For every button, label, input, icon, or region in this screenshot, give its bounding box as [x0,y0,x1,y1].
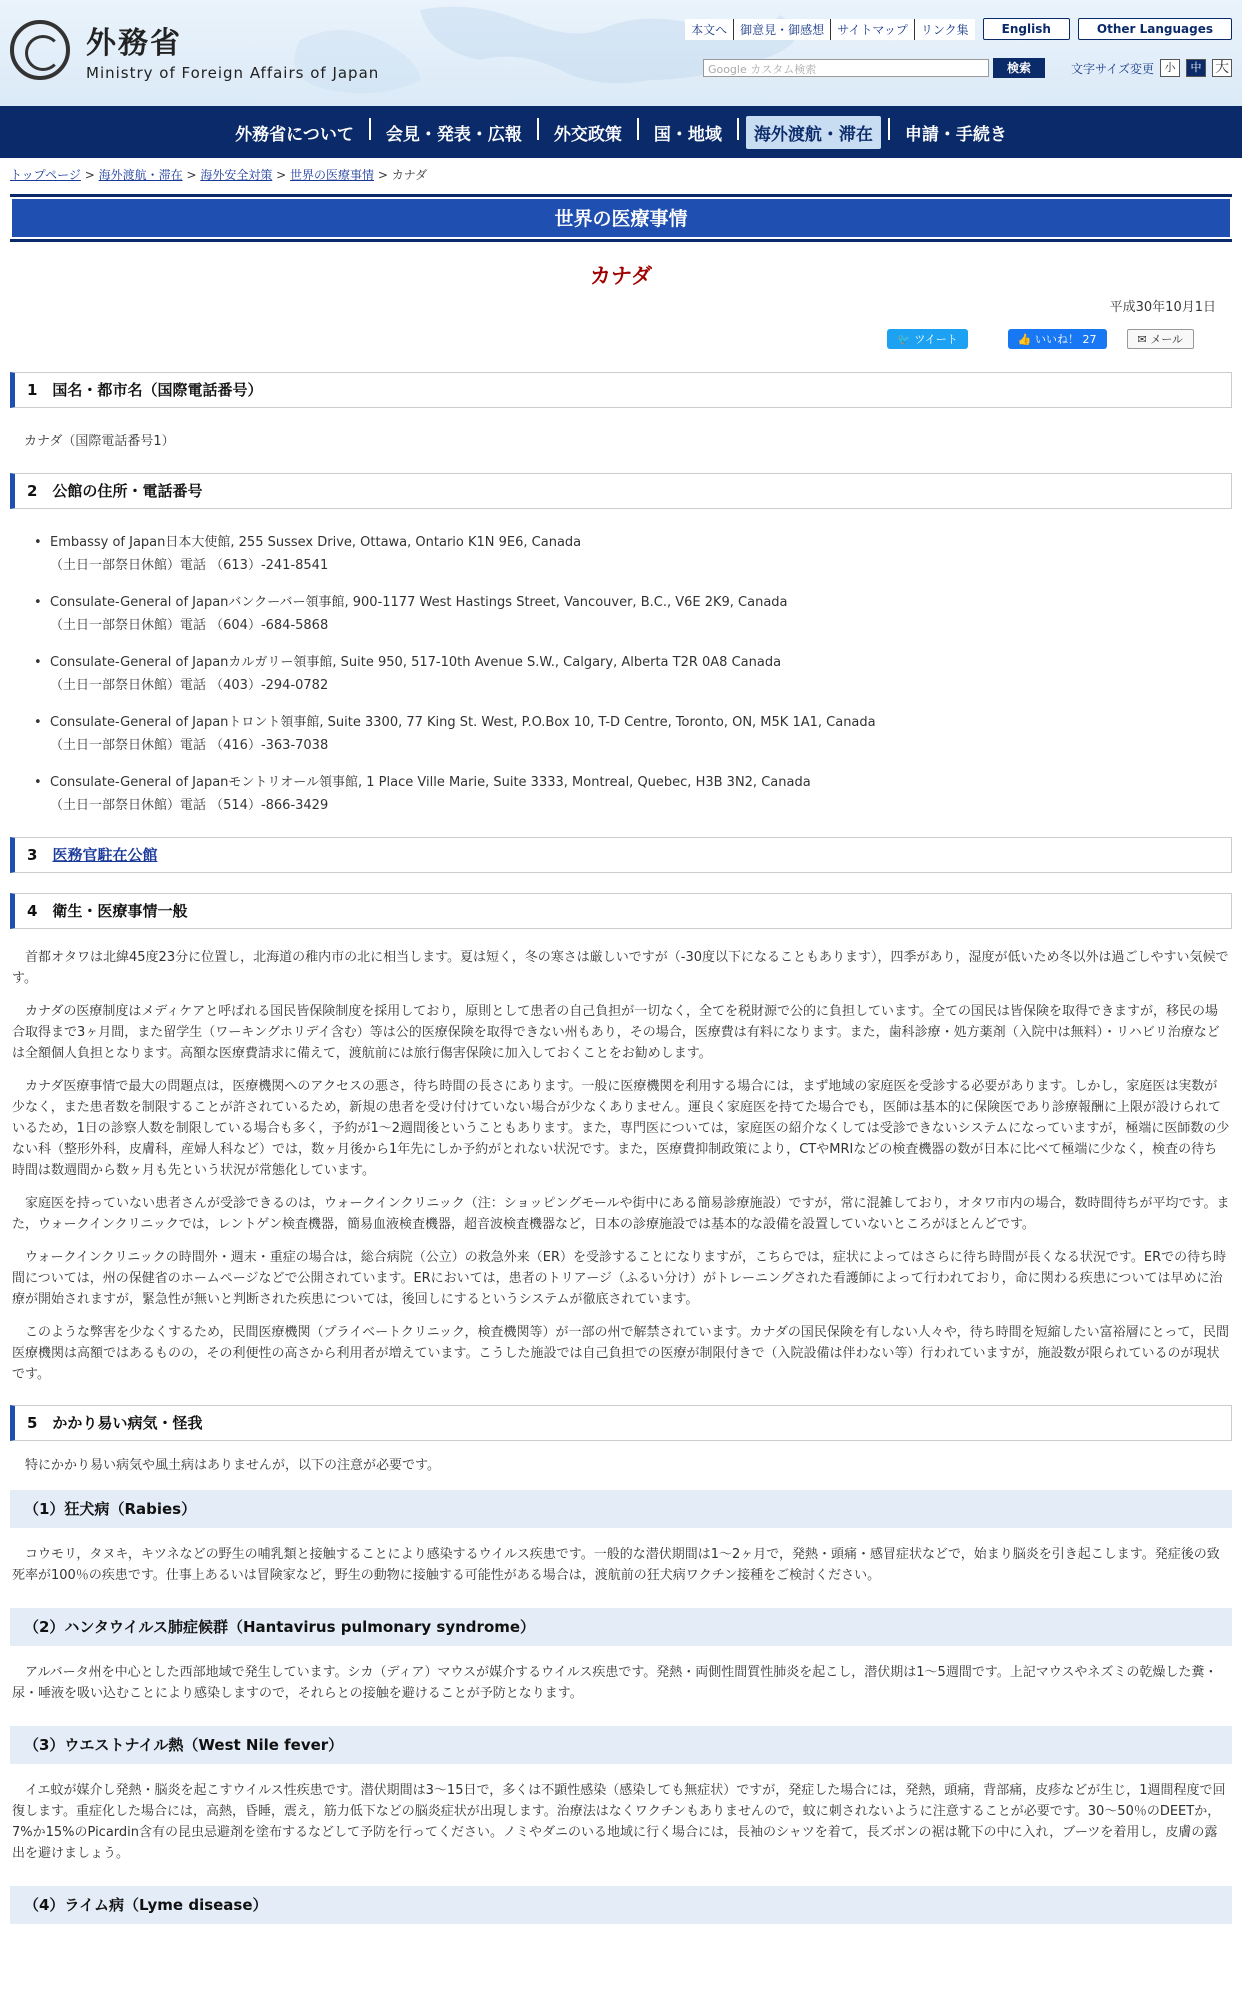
mofa-emblem-icon [10,20,70,80]
disease-heading: （2）ハンタウイルス肺症候群（Hantavirus pulmonary syndrome） [10,1608,1232,1646]
paragraph: 首都オタワは北緯45度23分に位置し，北海道の稚内市の北に相当します。夏は短く，冬の寒さは厳しいですが（-30度以下になることもあります），四季があり，湿度が低いため冬以外は過ごしやすい気候です。 [12,950,1229,986]
breadcrumb-overseas[interactable]: 海外渡航・滞在 [98,168,183,182]
list-item: • Consulate-General of Japanカルガリー領事館, Suite 950, 517-10th Avenue S.W., Calgary, Alberta T2R 0A8 Canada （土日一部祭日休館）電話 （403）-294-0782 [34,651,1242,697]
country-title: カナダ [590,264,652,288]
other-languages-button[interactable]: Other Languages [1078,18,1232,40]
list-item: • Consulate-General of Japanトロント領事館, Suite 3300, 77 King St. West, P.O.Box 10, T-D Centre, Toronto, ON, M5K 1A1, Canada （土日一部祭日休館）電話 （416）-363-7038 [34,711,1242,757]
medical-officer-link[interactable]: 医務官駐在公館 [52,846,158,864]
font-size-label: 文字サイズ変更 [1070,61,1154,76]
paragraph: イエ蚊が媒介し発熱・脳炎を起こすウイルス性疾患です。潜伏期間は3～15日で，多くは不顕性感染（感染しても無症状）ですが，発症した場合には，発熱，頭痛，背部痛，皮疹などが生じ，1週間程度で回復します。重症化した場合には，高熱，昏睡，震え，筋力低下などの脳炎症状が出現します。治療法はなくワクチンもありませんので，蚊に刺されないように注意することが必要です。30～50％のDEETか，7%か15%のPicardin含有の昆虫忌避剤を塗布するなどして予防を行ってください。ノミやダニのいる地域に行く場合には，長袖のシャツを着て，長ズボンの裾は靴下の中に入れ，ブーツを着用し，皮膚の露出を避けましょう。 [12,1783,1226,1861]
search-bar [703,58,1232,78]
publish-date: 平成30年10月1日 [1109,300,1216,315]
breadcrumb-medical[interactable]: 世界の医療事情 [290,168,375,182]
paragraph: アルバータ州を中心とした西部地域で発生しています。シカ（ディア）マウスが媒介するウイルス疾患です。発熱・両側性間質性肺炎を起こし，潜伏期は1～5週間です。上記マウスやネズミの乾燥した糞・尿・唾液を吸い込むことにより感染しますので，それらとの接触を避けることが予防となります。 [12,1665,1218,1701]
feedback-link[interactable]: 御意見・御感想 [733,19,830,40]
paragraph: カナダ医療事情で最大の問題点は，医療機関へのアクセスの悪さ，待ち時間の長さにあります。一般に医療機関を利用する場合には，まず地域の家庭医を受診する必要があります。しかし，家庭医は実数が少なく，また患者数を制限することが許されているため，新規の患者を受け付けていない場合が少なくありません。運良く家庭医を持てた場合でも，医師は基本的に保険医であり診療報酬に上限が設けられているため，1日の診察人数を制限している場合も多く，予約が1～2週間後ということもあります。また，専門医については，家庭医の紹介なくしては受診できないシステムになっていますが，極端に医師数の少ない科（整形外科，皮膚科，産婦人科など）では，数ヶ月後から1年先にしか予約がとれない状況です。また，医療費抑制政策により，CTやMRIなどの検査機器の数が日本に比べて極端に少なく，検査の待ち時間は数週間から数ヶ月も先という状況が常態化しています。 [12,1079,1230,1178]
paragraph: コウモリ，タヌキ，キツネなどの野生の哺乳類と接触することにより感染するウイルス疾患です。一般的な潜伏期間は1～2ヶ月で，発熱・頭痛・感冒症状などで，始まり脳炎を引き起こします。発症後の致死率が100％の疾患です。仕事上あるいは冒険家など，野生の動物に接触する可能性がある場合は，渡航前の狂犬病ワクチン接種をご検討ください。 [12,1547,1220,1583]
site-header [0,0,1242,106]
disease-heading: （1）狂犬病（Rabies） [10,1490,1232,1528]
global-nav [0,106,1242,158]
breadcrumb: トップページ > 海外渡航・滞在 > 海外安全対策 > 世界の医療事情 > カナダ [10,168,428,182]
search-button[interactable]: 検索 [993,58,1045,78]
sitemap-link[interactable]: サイトマップ [830,19,914,40]
page-title-band: 世界の医療事情 [10,194,1232,242]
paragraph: 家庭医を持っていない患者さんが受診できるのは，ウォークインクリニック（注：ショッピングモールや街中にある簡易診療施設）ですが，常に混雑しており，オタワ市内の場合，数時間待ちが平均です。また，ウォークインクリニックでは，レントゲン検査機器，簡易血液検査機器，超音波検査機器など，日本の診療施設では基本的な設備を設置していないところがほとんどです。 [12,1196,1230,1232]
section-heading-5: 5 かかり易い病気・怪我 [10,1405,1232,1441]
skip-to-content-link[interactable]: 本文へ [685,19,733,40]
breadcrumb-top[interactable]: トップページ [10,168,81,182]
nav-applications[interactable]: 申請・手続き [897,116,1015,149]
search-input[interactable]: Google カスタム検索 [703,59,989,77]
tweet-button[interactable]: 🐦 ツイート [887,329,968,349]
paragraph: ウォークインクリニックの時間外・週末・重症の場合は，総合病院（公立）の救急外来（ER）を受診することになりますが，こちらでは，症状によってはさらに待ち時間が長くなる状況です。ERでの待ち時間については，州の保健省のホームページなどで公開されています。ERにおいては，患者のトリアージ（ふるい分け）がトレーニングされた看護師によって行われており，命に関わる疾患については早めに治療が開始されますが，緊急性が無いと判断された疾患については，後回しにするというシステムが徹底されています。 [12,1250,1227,1307]
logo-japanese: 外務省 [86,26,182,61]
paragraph: カナダの医療制度はメディケアと呼ばれる国民皆保険制度を採用しており，原則として患者の自己負担が一切なく，全てを税財源で公的に負担しています。全ての国民は皆保険を取得できますが，移民の場合取得まで3ヶ月間，また留学生（ワーキングホリデイ含む）等は公的医療保険を取得できない州もあり，その場合，医療費は有料になります。また，歯科診療・処方薬剤（入院中は無料）・リハビリ治療などは全額個人負担となります。高額な医療費請求に備えて，渡航前には旅行傷害保険に加入しておくことをお勧めします。 [12,1004,1220,1061]
links-link[interactable]: リンク集 [914,19,975,40]
logo-english: Ministry of Foreign Affairs of Japan [86,64,380,82]
list-item: • Embassy of Japan日本大使館, 255 Sussex Drive, Ottawa, Ontario K1N 9E6, Canada （土日一部祭日休館）電話 （613）-241-8541 [34,531,1242,577]
list-item: • Consulate-General of Japanバンクーバー領事館, 900-1177 West Hastings Street, Vancouver, B.C., V6E 2K9, Canada （土日一部祭日休館）電話 （604）-684-5868 [34,591,1242,637]
breadcrumb-current: カナダ [391,168,428,182]
utility-links [685,18,1232,40]
nav-overseas-travel[interactable]: 海外渡航・滞在 [746,116,881,149]
country-phone-text: カナダ（国際電話番号1） [24,434,175,449]
font-size-large-button[interactable]: 大 [1212,59,1232,77]
nav-press[interactable]: 会見・発表・広報 [378,116,530,149]
section-heading-3: 3 医務官駐在公館 [10,837,1232,873]
like-button[interactable]: 👍 いいね！ 27 [1008,329,1107,349]
mail-button[interactable]: ✉ メール [1127,329,1195,349]
breadcrumb-safety[interactable]: 海外安全対策 [200,168,273,182]
disease-heading: （3）ウエストナイル熱（West Nile fever） [10,1726,1232,1764]
section-heading-1: 1 国名・都市名（国際電話番号） [10,372,1232,408]
site-logo[interactable] [10,18,379,82]
mission-list [0,531,1242,817]
list-item: • Consulate-General of Japanモントリオール領事館, 1 Place Ville Marie, Suite 3333, Montreal, Quebec, H3B 3N2, Canada （土日一部祭日休館）電話 （514）-866-3429 [34,771,1242,817]
disease-heading: （4）ライム病（Lyme disease） [10,1886,1232,1924]
nav-about[interactable]: 外務省について [235,124,354,145]
nav-countries[interactable]: 国・地域 [646,116,730,149]
section-heading-2: 2 公館の住所・電話番号 [10,473,1232,509]
section-heading-4: 4 衛生・医療事情一般 [10,893,1232,929]
english-button[interactable]: English [983,18,1070,40]
paragraph: 特にかかり易い病気や風土病はありませんが，以下の注意が必要です。 [25,1458,440,1473]
font-size-medium-button[interactable]: 中 [1186,59,1206,77]
nav-policy[interactable]: 外交政策 [546,116,630,149]
paragraph: このような弊害を少なくするため，民間医療機関（プライベートクリニック，検査機関等）が一部の州で解禁されています。カナダの国民保険を有しない人々や，待ち時間を短縮したい富裕層にとって，民間医療機関は高額ではあるものの，その利便性の高さから利用者が増えています。こうした施設では自己負担での医療が制限付きで（入院設備は伴わない等）行われていますが，施設数が限られているのが現状です。 [12,1325,1230,1382]
social-buttons [0,324,1242,354]
font-size-small-button[interactable]: 小 [1160,59,1180,77]
